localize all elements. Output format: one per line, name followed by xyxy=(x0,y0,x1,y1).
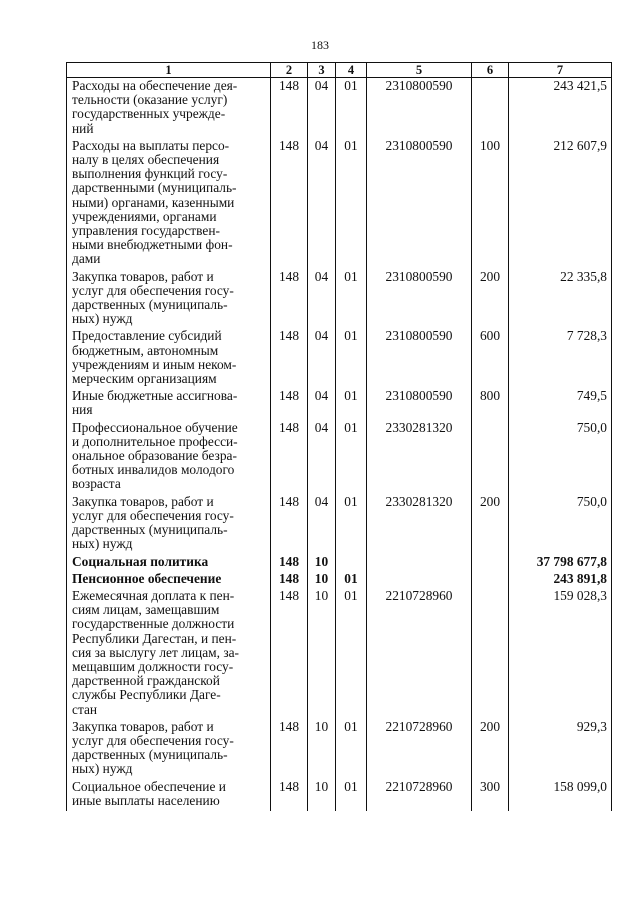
row-description xyxy=(67,389,271,420)
row-target-article: 2310800590 xyxy=(367,329,472,389)
row-subsection-code: 01 xyxy=(336,421,367,495)
row-target-article xyxy=(367,572,472,589)
description-line: выполнения функций госу- xyxy=(72,166,228,182)
description-line: бюджетным, автономным xyxy=(72,342,219,358)
row-description xyxy=(67,421,271,495)
description-line: сиям лицам, замещавшим xyxy=(72,602,220,618)
description-line: мещавшим должности госу- xyxy=(72,658,234,674)
row-expense-type xyxy=(472,555,509,572)
row-target-article xyxy=(367,555,472,572)
row-amount: 37 798 677,8 xyxy=(509,555,612,572)
row-subsection-code: 01 xyxy=(336,720,367,780)
row-amount: 158 099,0 xyxy=(509,780,612,811)
description-line: услуг для обеспечения госу- xyxy=(72,507,234,523)
description-line: Закупка товаров, работ и xyxy=(72,268,214,284)
row-target-article: 2210728960 xyxy=(367,780,472,811)
row-section-code: 10 xyxy=(308,720,336,780)
description-line: Закупка товаров, работ и xyxy=(72,718,214,734)
row-expense-type xyxy=(472,572,509,589)
row-subsection-code: 01 xyxy=(336,572,367,589)
header-col-1: 1 xyxy=(67,63,271,78)
description-line: и дополнительное професси- xyxy=(72,433,238,449)
description-line: Республики Дагестан, и пен- xyxy=(72,630,237,646)
description-line: сия за выслугу лет лицам, за- xyxy=(72,644,240,660)
row-ministry-code: 148 xyxy=(271,589,308,720)
row-target-article: 2330281320 xyxy=(367,495,472,555)
description-line: Профессиональное обучение xyxy=(72,419,238,435)
description-line: иные выплаты населению xyxy=(72,792,220,808)
description-line: Социальная политика xyxy=(72,553,209,569)
row-section-code: 04 xyxy=(308,495,336,555)
table-row xyxy=(67,389,612,420)
description-line: Расходы на выплаты персо- xyxy=(72,137,230,153)
description-line: ных) нужд xyxy=(72,761,133,777)
row-expense-type: 800 xyxy=(472,389,509,420)
row-section-code: 04 xyxy=(308,78,336,139)
description-line: ных) нужд xyxy=(72,311,133,327)
description-line: государственных учрежде- xyxy=(72,106,226,122)
row-amount: 159 028,3 xyxy=(509,589,612,720)
table-row xyxy=(67,555,612,572)
description-line: услуг для обеспечения госу- xyxy=(72,732,234,748)
table-body xyxy=(67,78,612,811)
row-ministry-code: 148 xyxy=(271,329,308,389)
description-line: ния xyxy=(72,402,93,418)
row-description xyxy=(67,720,271,780)
description-line: мерческим организациям xyxy=(72,371,217,387)
description-line: Закупка товаров, работ и xyxy=(72,493,214,509)
row-amount: 22 335,8 xyxy=(509,270,612,330)
header-col-7: 7 xyxy=(509,63,612,78)
description-line: учреждениям и иным неком- xyxy=(72,356,237,372)
row-description xyxy=(67,139,271,270)
row-target-article: 2310800590 xyxy=(367,78,472,139)
row-description xyxy=(67,572,271,589)
row-target-article: 2330281320 xyxy=(367,421,472,495)
row-target-article: 2310800590 xyxy=(367,139,472,270)
description-line: Расходы на обеспечение дея- xyxy=(72,78,238,93)
row-amount: 243 891,8 xyxy=(509,572,612,589)
description-line: ональное образование безра- xyxy=(72,448,237,464)
row-ministry-code: 148 xyxy=(271,720,308,780)
row-section-code: 04 xyxy=(308,139,336,270)
header-col-4: 4 xyxy=(336,63,367,78)
description-line: возраста xyxy=(72,476,121,492)
row-section-code: 04 xyxy=(308,421,336,495)
description-line: ных) нужд xyxy=(72,536,133,552)
table-header xyxy=(67,63,612,78)
description-line: управления государствен- xyxy=(72,223,220,239)
row-expense-type: 200 xyxy=(472,720,509,780)
description-line: дарственных (муниципаль- xyxy=(72,747,228,763)
row-expense-type xyxy=(472,589,509,720)
row-amount: 749,5 xyxy=(509,389,612,420)
header-col-2: 2 xyxy=(271,63,308,78)
description-line: стан xyxy=(72,701,98,717)
row-ministry-code: 148 xyxy=(271,555,308,572)
description-line: Предоставление субсидий xyxy=(72,328,222,344)
description-line: услуг для обеспечения госу- xyxy=(72,282,234,298)
row-section-code: 10 xyxy=(308,589,336,720)
row-target-article: 2310800590 xyxy=(367,270,472,330)
row-expense-type xyxy=(472,421,509,495)
row-expense-type: 300 xyxy=(472,780,509,811)
header-col-6: 6 xyxy=(472,63,509,78)
row-expense-type: 100 xyxy=(472,139,509,270)
row-section-code: 04 xyxy=(308,329,336,389)
row-description xyxy=(67,78,271,139)
description-line: ботных инвалидов молодого xyxy=(72,462,235,478)
row-expense-type xyxy=(472,78,509,139)
table-row xyxy=(67,572,612,589)
row-ministry-code: 148 xyxy=(271,780,308,811)
table-row xyxy=(67,589,612,720)
description-line: ными) органами, казенными xyxy=(72,194,235,210)
table-row xyxy=(67,329,612,389)
row-target-article: 2210728960 xyxy=(367,720,472,780)
description-line: ными внебюджетными фон- xyxy=(72,237,233,253)
row-target-article: 2310800590 xyxy=(367,389,472,420)
row-ministry-code: 148 xyxy=(271,389,308,420)
row-subsection-code: 01 xyxy=(336,389,367,420)
description-line: дарственной гражданской xyxy=(72,673,220,689)
row-section-code: 04 xyxy=(308,270,336,330)
row-expense-type: 600 xyxy=(472,329,509,389)
table-row xyxy=(67,139,612,270)
row-description xyxy=(67,329,271,389)
description-line: дарственных (муниципаль- xyxy=(72,522,228,538)
description-line: государственные должности xyxy=(72,616,235,632)
row-amount: 929,3 xyxy=(509,720,612,780)
row-ministry-code: 148 xyxy=(271,78,308,139)
row-subsection-code: 01 xyxy=(336,589,367,720)
row-description xyxy=(67,780,271,811)
row-expense-type: 200 xyxy=(472,495,509,555)
description-line: учреждениями, органами xyxy=(72,208,217,224)
row-description xyxy=(67,555,271,572)
row-section-code: 10 xyxy=(308,555,336,572)
row-ministry-code: 148 xyxy=(271,270,308,330)
header-col-5: 5 xyxy=(367,63,472,78)
row-subsection-code: 01 xyxy=(336,139,367,270)
row-subsection-code: 01 xyxy=(336,270,367,330)
page-number: 183 xyxy=(311,38,329,52)
row-subsection-code: 01 xyxy=(336,495,367,555)
row-description xyxy=(67,270,271,330)
row-target-article: 2210728960 xyxy=(367,589,472,720)
row-description xyxy=(67,589,271,720)
table-row xyxy=(67,78,612,139)
row-section-code: 10 xyxy=(308,780,336,811)
row-subsection-code: 01 xyxy=(336,329,367,389)
header-col-3: 3 xyxy=(308,63,336,78)
description-line: Социальное обеспечение и xyxy=(72,778,226,794)
table-row xyxy=(67,780,612,811)
row-expense-type: 200 xyxy=(472,270,509,330)
description-line: Пенсионное обеспечение xyxy=(72,570,222,586)
description-line: дарственными (муниципаль- xyxy=(72,180,237,196)
description-line: налу в целях обеспечения xyxy=(72,152,220,168)
row-ministry-code: 148 xyxy=(271,572,308,589)
table-row xyxy=(67,421,612,495)
row-amount: 7 728,3 xyxy=(509,329,612,389)
description-line: дами xyxy=(72,251,101,267)
description-line: тельности (оказание услуг) xyxy=(72,92,228,108)
row-section-code: 10 xyxy=(308,572,336,589)
row-amount: 212 607,9 xyxy=(509,139,612,270)
row-description xyxy=(67,495,271,555)
row-amount: 243 421,5 xyxy=(509,78,612,139)
row-section-code: 04 xyxy=(308,389,336,420)
row-ministry-code: 148 xyxy=(271,421,308,495)
row-amount: 750,0 xyxy=(509,495,612,555)
description-line: ний xyxy=(72,120,94,136)
row-ministry-code: 148 xyxy=(271,495,308,555)
budget-table xyxy=(66,62,612,811)
description-line: Ежемесячная доплата к пен- xyxy=(72,587,235,603)
row-subsection-code xyxy=(336,555,367,572)
table-row xyxy=(67,495,612,555)
description-line: Иные бюджетные ассигнова- xyxy=(72,388,238,404)
table-row xyxy=(67,720,612,780)
row-subsection-code: 01 xyxy=(336,780,367,811)
row-ministry-code: 148 xyxy=(271,139,308,270)
description-line: службы Республики Даге- xyxy=(72,687,221,703)
row-subsection-code: 01 xyxy=(336,78,367,139)
row-amount: 750,0 xyxy=(509,421,612,495)
table-row xyxy=(67,270,612,330)
description-line: дарственных (муниципаль- xyxy=(72,297,228,313)
